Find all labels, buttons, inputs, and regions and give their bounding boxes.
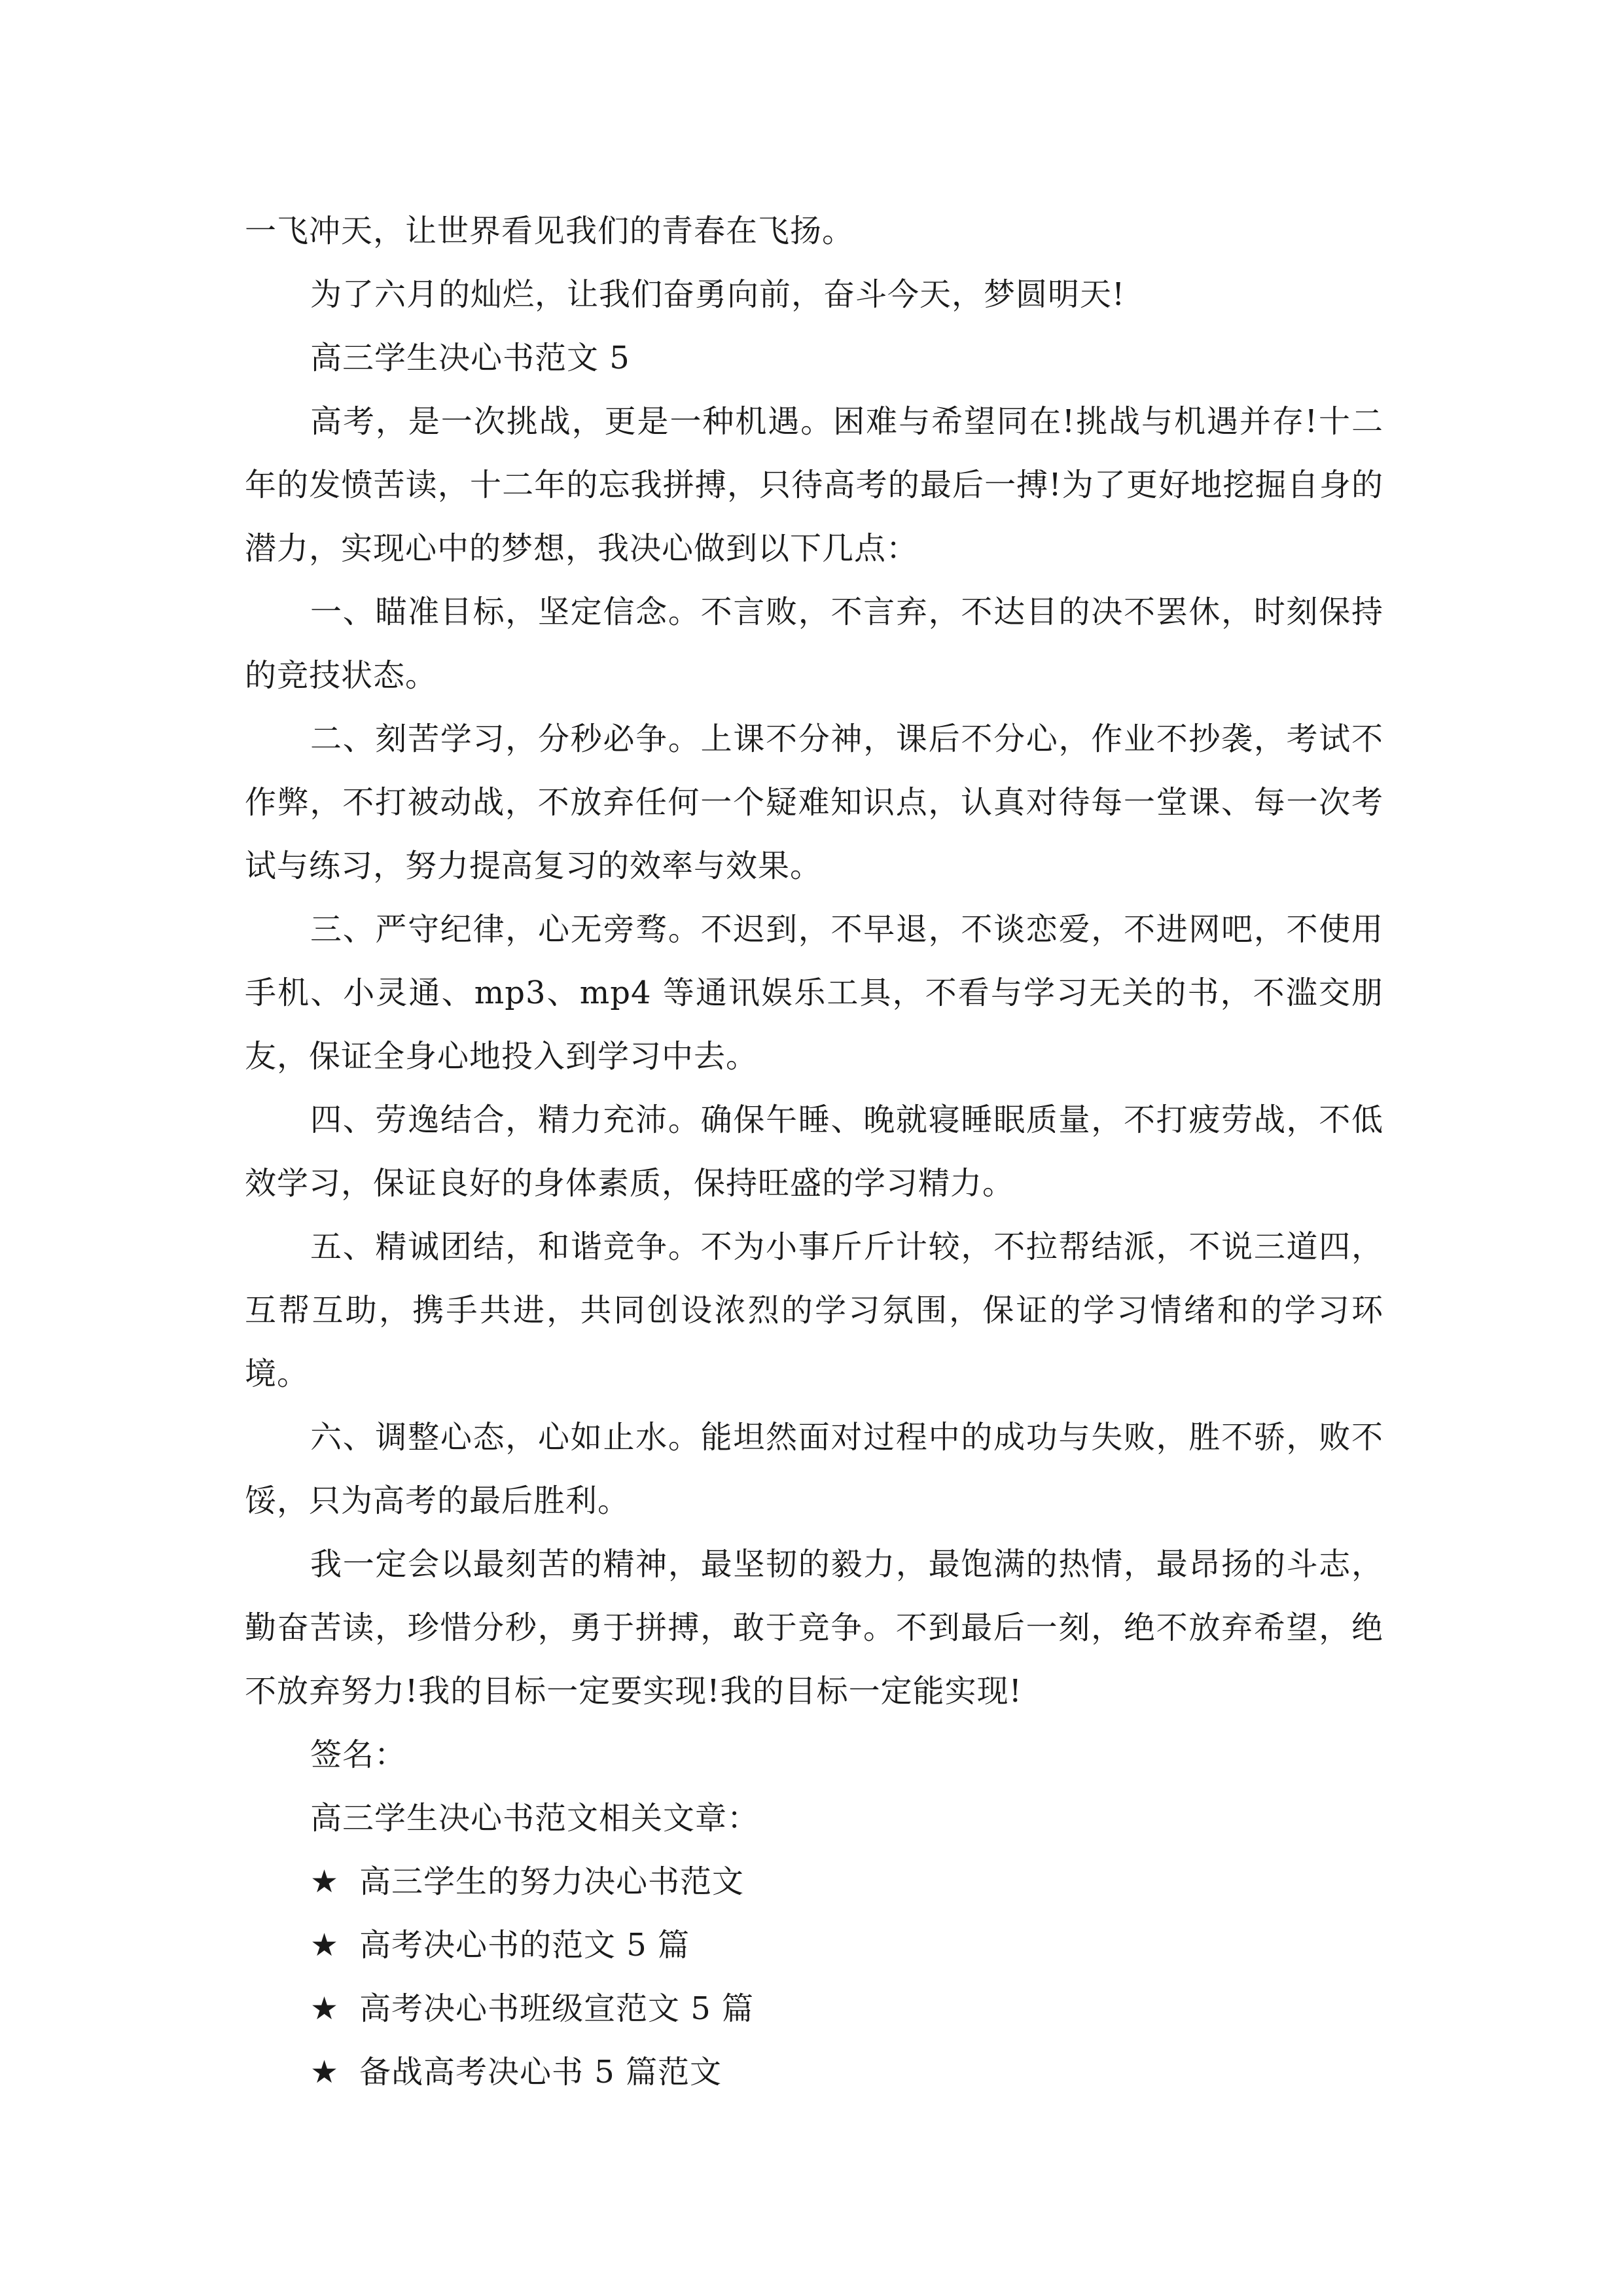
star-icon: ★ xyxy=(310,1990,340,2027)
related-article-title: 备战高考决心书 5 篇范文 xyxy=(359,2054,722,2090)
paragraph-point-1: 一、瞄准目标，坚定信念。不言败，不言弃，不达目的决不罢休，时刻保持的竞技状态。 xyxy=(245,594,1383,694)
related-article-link[interactable] xyxy=(245,1914,1383,1977)
paragraph-point-2: 二、刻苦学习，分秒必争。上课不分神，课后不分心，作业不抄袭，考试不作弊，不打被动战，不放弃任何一个疑难知识点，认真对待每一堂课、每一次考试与练习，努力提高复习的效率与效果。 xyxy=(245,721,1383,884)
document-body xyxy=(245,200,1383,2104)
paragraph-closing-slogan: 为了六月的灿烂，让我们奋勇向前，奋斗今天，梦圆明天! xyxy=(310,276,1126,313)
paragraph-point-4: 四、劳逸结合，精力充沛。确保午睡、晚就寝睡眠质量，不打疲劳战，不低效学习，保证良好的身体素质，保持旺盛的学习精力。 xyxy=(245,1102,1383,1202)
star-icon: ★ xyxy=(310,1927,340,1964)
related-article-link[interactable] xyxy=(245,1850,1383,1914)
section-heading: 高三学生决心书范文 5 xyxy=(310,340,630,376)
paragraph-point-6: 六、调整心态，心如止水。能坦然面对过程中的成功与失败，胜不骄，败不馁，只为高考的最后胜利。 xyxy=(245,1419,1383,1519)
related-article-title: 高考决心书班级宣范文 5 篇 xyxy=(359,1990,755,2027)
related-article-link[interactable] xyxy=(245,2041,1383,2104)
paragraph-intro: 高考，是一次挑战，更是一种机遇。困难与希望同在!挑战与机遇并存!十二年的发愤苦读，十二年的忘我拼搏，只待高考的最后一搏!为了更好地挖掘自身的潜力，实现心中的梦想，我决心做到以下几点： xyxy=(245,403,1383,567)
related-article-link[interactable] xyxy=(245,1977,1383,2041)
paragraph-continuation: 一飞冲天，让世界看见我们的青春在飞扬。 xyxy=(245,213,855,249)
related-articles-heading: 高三学生决心书范文相关文章： xyxy=(310,1800,760,1837)
star-icon: ★ xyxy=(310,1863,340,1900)
star-icon: ★ xyxy=(310,2054,340,2090)
related-article-title: 高考决心书的范文 5 篇 xyxy=(359,1927,690,1964)
paragraph-pledge: 我一定会以最刻苦的精神，最坚韧的毅力，最饱满的热情，最昂扬的斗志，勤奋苦读，珍惜分秒，勇于拼搏，敢于竞争。不到最后一刻，绝不放弃希望，绝不放弃努力!我的目标一定要实现!我的目标一定能实现! xyxy=(245,1546,1383,1710)
paragraph-point-5: 五、精诚团结，和谐竞争。不为小事斤斤计较，不拉帮结派，不说三道四，互帮互助，携手共进，共同创设浓烈的学习氛围，保证的学习情绪和的学习环境。 xyxy=(245,1229,1383,1392)
signature-label: 签名： xyxy=(310,1736,407,1773)
related-article-title: 高三学生的努力决心书范文 xyxy=(359,1863,745,1900)
related-articles-list xyxy=(245,1850,1383,2104)
paragraph-point-3: 三、严守纪律，心无旁骛。不迟到，不早退，不谈恋爱，不进网吧，不使用手机、小灵通、mp3、mp4 等通讯娱乐工具，不看与学习无关的书，不滥交朋友，保证全身心地投入到学习中去。 xyxy=(245,911,1383,1075)
